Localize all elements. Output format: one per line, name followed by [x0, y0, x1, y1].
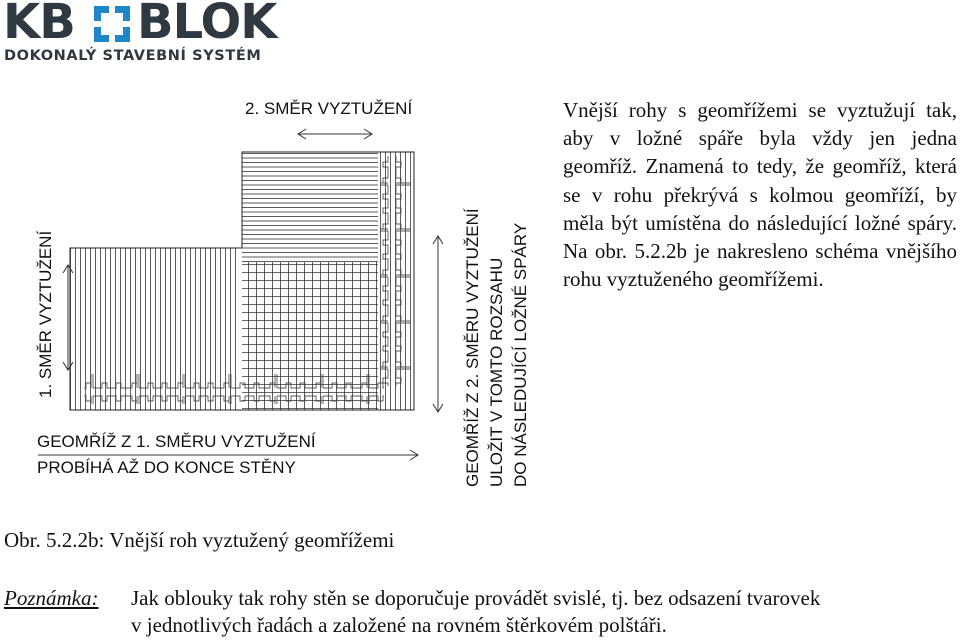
label-mesh2-line3: DO NÁSLEDUJÍCÍ LOŽNÉ SPÁRY: [511, 222, 530, 487]
description-paragraph: Vnější rohy s geomřížemi se vyztužují tak, aby v ložné spáře byla vždy jen jedna geomříž. Znamená to tedy, že geomříž, která se v rohu překrývá s kolmou geomříží, by měla být umístěna do následující ložné spáry. Na obr. 5.2.2b je nakresleno schéma vnějšího rohu vyztuženého geomřížemi.: [563, 98, 957, 292]
logo-blok-text: BLOK: [137, 0, 277, 50]
logo-tagline: DOKONALÝ STAVEBNÍ SYSTÉM: [4, 48, 262, 64]
label-mesh1-line1: GEOMŘÍŽ Z 1. SMĚRU VYZTUŽENÍ: [37, 432, 316, 451]
label-mesh1-line2: PROBÍHÁ AŽ DO KONCE STĚNY: [37, 458, 296, 477]
label-mesh2-line1: GEOMŘÍŽ Z 2. SMĚRU VYZTUŽENÍ: [463, 208, 482, 487]
figure-caption: Obr. 5.2.2b: Vnější roh vyztužený geomřížemi: [4, 528, 395, 552]
note-label: Poznámka:: [4, 586, 99, 610]
note-line-1: Jak oblouky tak rohy stěn se doporučuje provádět svislé, tj. bez odsazení tvarovek: [131, 586, 821, 610]
label-direction-2: 2. SMĚR VYZTUŽENÍ: [245, 99, 413, 118]
logo-kb-text: KB: [3, 0, 75, 50]
label-direction-1: 1. SMĚR VYZTUŽENÍ: [36, 230, 55, 398]
note-line-2: v jednotlivých řadách a založené na rovném štěrkovém polštáři.: [131, 613, 667, 637]
label-mesh2-line2: ULOŽIT V TOMTO ROZSAHU: [487, 257, 506, 487]
